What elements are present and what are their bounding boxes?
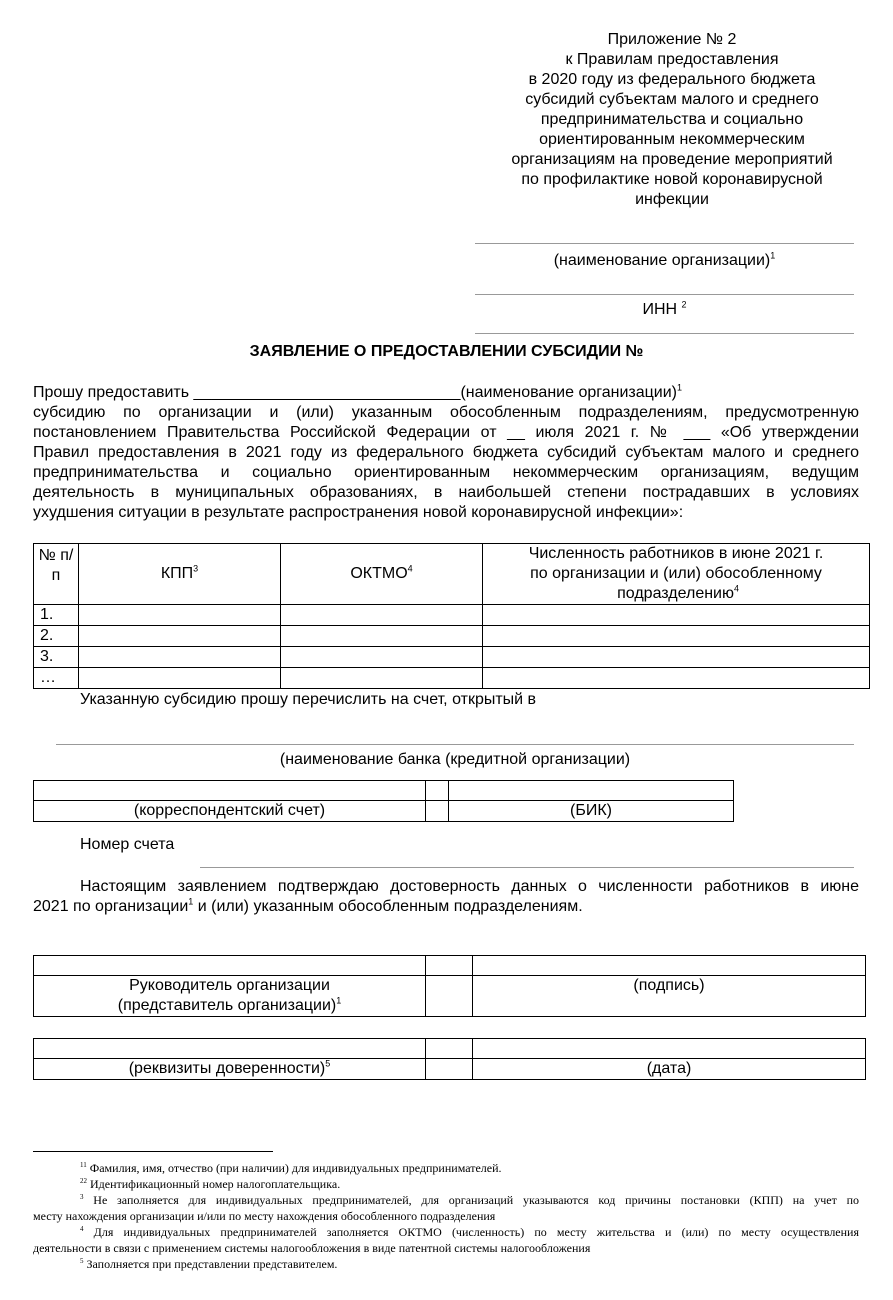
account-label: Номер счета [80,836,175,853]
staff-cell[interactable] [483,668,870,689]
request-line: деятельность в муниципальных образованиях, в наибольшей степени пострадавших в условиях [33,484,859,501]
transfer-text: Указанную субсидию прошу перечислить на счет, открытый в [80,691,537,708]
footnote-5: $^5$ Заполняется при представлении представителем. [80,1257,338,1271]
kpp-cell[interactable] [79,647,281,668]
row-number: 2. [34,626,79,647]
request-line: Правил предоставления в 2021 году из федерального бюджета субсидий субъектам малого и среднего [33,444,859,461]
footnote-separator [33,1151,273,1152]
staff-cell[interactable] [483,647,870,668]
kpp-cell[interactable] [79,626,281,647]
table-row [34,647,870,668]
col-num-header: № п/п [34,544,79,605]
table-row [34,605,870,626]
corr-caption: (корреспондентский счет) [34,801,426,822]
table-row [34,626,870,647]
header-line: ориентированным некоммерческим [539,131,805,148]
confirm-line: 2021 по организации$^1$ и (или) указанным обособленным подразделениям. [33,896,583,915]
bank-name-line[interactable] [56,744,854,745]
col-kpp-header: КПП$^3$ [79,544,281,605]
bik-caption: (БИК) [449,801,734,822]
signature-table [33,955,866,1017]
inn-line[interactable] [475,294,854,295]
bank-caption: (наименование банка (кредитной организации) [279,751,631,768]
head-name-cell[interactable] [34,956,426,976]
oktmo-cell[interactable] [281,668,483,689]
oktmo-cell[interactable] [281,626,483,647]
staff-cell[interactable] [483,605,870,626]
header-line: к Правилам предоставления [565,51,779,68]
org-name-line[interactable] [475,243,854,244]
sign-caption: (подпись) [473,976,866,1017]
spacer-cell [426,1039,473,1059]
header-line: предпринимательства и социально [540,111,804,128]
head-caption: Руководитель организации (представитель организации)$^1$ [34,976,426,1017]
footnote-3: $^3$ Не заполняется для индивидуальных предпринимателей, для организаций указываются код причины постановки (КПП) на учет по [80,1193,860,1207]
spacer-cell [426,1059,473,1080]
request-line: постановлением Правительства Российской Федерации от __ июля 2021 г. № ___ «Об утверждении [33,424,859,441]
appendix-header [480,30,864,210]
poa-cell[interactable] [34,1039,426,1059]
footnote-4: $^4$ Для индивидуальных предпринимателей заполняется ОКТМО (численность) по месту жительства и (или) по месту осуществления [80,1225,859,1239]
account-number-line[interactable] [200,867,854,868]
bank-details-table [33,780,734,822]
staff-cell[interactable] [483,626,870,647]
kpp-cell[interactable] [79,668,281,689]
corr-account-cell[interactable] [34,781,426,801]
row-number: 1. [34,605,79,626]
col-staff-header: Численность работников в июне 2021 г. по организации и (или) обособленному подразделению$^4$ [483,544,870,605]
table-row [34,668,870,689]
oktmo-cell[interactable] [281,605,483,626]
request-line: ухудшения ситуации в результате распространения новой коронавирусной инфекции»: [33,504,684,521]
confirm-line: Настоящим заявлением подтверждаю достоверность данных о численности работников в июне [80,878,859,895]
org-name-caption: (наименование организации)$^1$ [553,250,776,269]
header-line: в 2020 году из федерального бюджета [528,71,816,88]
spacer-cell [426,801,449,822]
bik-cell[interactable] [449,781,734,801]
header-line: по профилактике новой коронавирусной [521,171,823,188]
date-caption: (дата) [473,1059,866,1080]
inn-caption: ИНН $^2$ [642,299,687,318]
confirmation-paragraph [33,877,859,917]
spacer-cell [426,976,473,1017]
kpp-cell[interactable] [79,605,281,626]
row-number: 3. [34,647,79,668]
poa-caption: (реквизиты доверенности)$^5$ [34,1059,426,1080]
request-line-1: Прошу предоставить ______________________________(наименование организации)$^1$ [33,382,683,401]
request-paragraph [33,383,859,523]
footnote-2: $^{22}$ Идентификационный номер налогоплательщика. [80,1177,341,1191]
subdivisions-table [33,543,870,689]
oktmo-cell[interactable] [281,647,483,668]
col-oktmo-header: ОКТМО$^4$ [281,544,483,605]
request-line: субсидию по организации и (или) указанным обособленным подразделениям, предусмотренную [33,404,859,421]
footnote-1: $^{11}$ Фамилия, имя, отчество (при наличии) для индивидуальных предпринимателей. [80,1161,502,1175]
signature-cell[interactable] [473,956,866,976]
inn-field-line[interactable] [475,333,854,334]
row-number: … [34,668,79,689]
spacer-cell [426,781,449,801]
spacer-cell [426,956,473,976]
header-line: инфекции [635,191,709,208]
document-title: ЗАЯВЛЕНИЕ О ПРЕДОСТАВЛЕНИИ СУБСИДИИ № [249,343,644,360]
header-line: субсидий субъектам малого и среднего [525,91,819,108]
footnote-4-cont: деятельности в связи с применением системы налогообложения в виде патентной системы налогообложения [33,1241,591,1255]
footnotes [33,1160,859,1272]
header-line: организациям на проведение мероприятий [511,151,833,168]
header-line: Приложение № 2 [607,31,737,48]
date-cell[interactable] [473,1039,866,1059]
poa-table [33,1038,866,1080]
footnote-3-cont: месту нахождения организации и/или по месту нахождения обособленного подразделения [33,1209,496,1223]
request-line: предпринимательства и социально ориентированным некоммерческим организациям, ведущим [33,464,859,481]
